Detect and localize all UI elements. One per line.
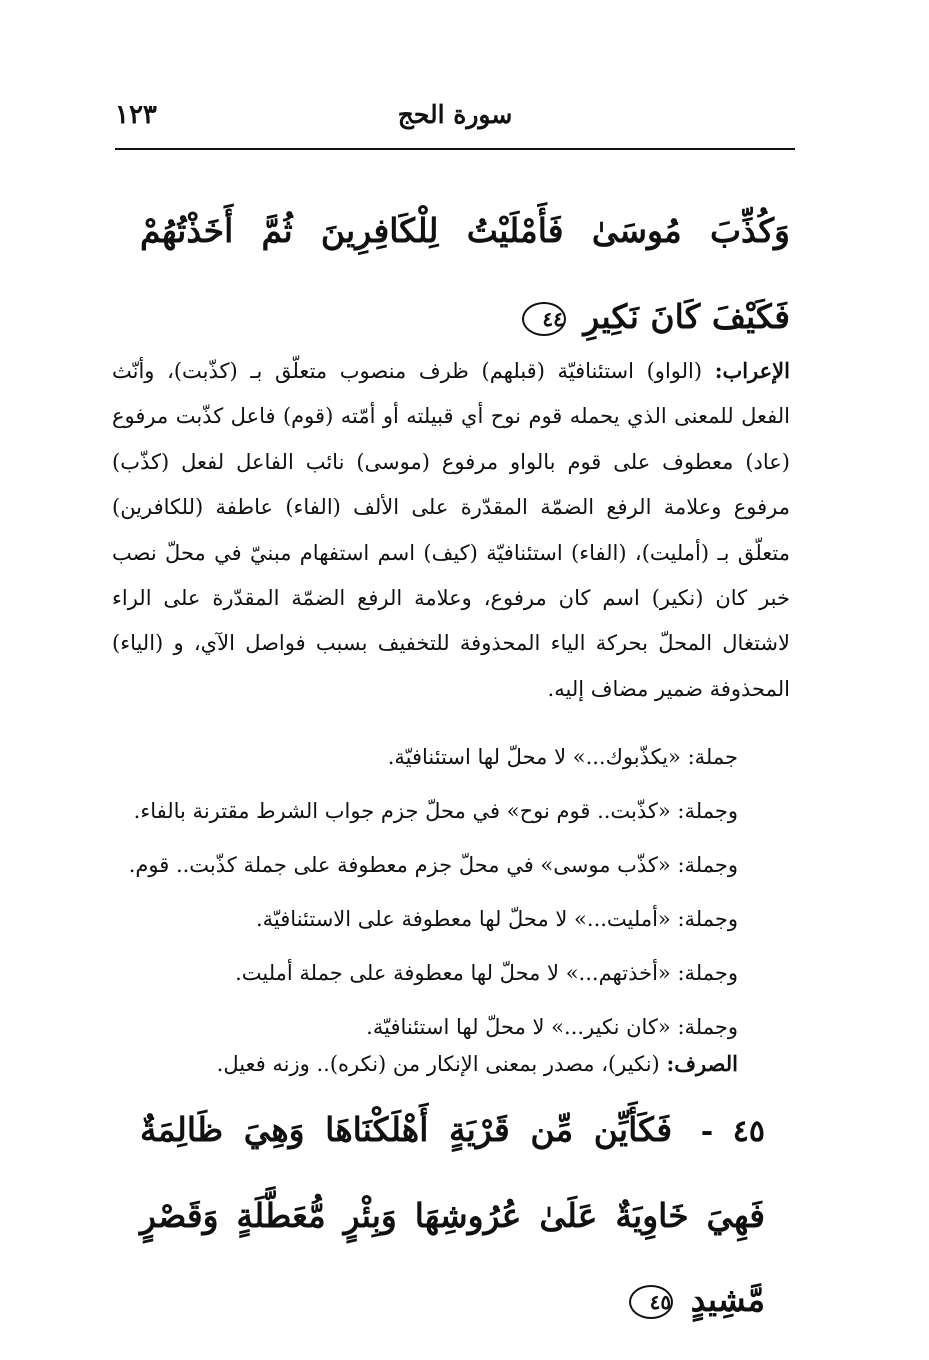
sarf-label: الصرف:: [666, 1051, 738, 1076]
header-divider: [115, 148, 795, 150]
page-header: [115, 98, 795, 142]
verse-number-marker: ٤٤: [522, 302, 566, 336]
quran-verse-45: [140, 1088, 765, 1342]
list-item: وجملة: «كذّب موسى» في محلّ جزم معطوفة على جملة كذّبت.. قوم.: [128, 853, 738, 877]
verse-number-marker: ٤٥: [629, 1285, 673, 1319]
list-item: جملة: «يكذّبوك...» لا محلّ لها استئنافيّة.: [387, 745, 738, 769]
sarf-paragraph: [120, 1042, 738, 1086]
irab-label: الإعراب:: [714, 358, 790, 383]
quran-verse-44: [140, 188, 790, 360]
irab-text: (الواو) استئنافيّة (قبلهم) ظرف منصوب متعلّق بـ (كذّبت)، وأنّث الفعل للمعنى الذي يحمله قوم نوح أي قبيلته أو أمّته (قوم) فاعل كذّبت مرفوع (عاد) معطوف على قوم بالواو مرفوع (موسى) نائب الفاعل لفعل (كذّب) مرفوع وعلامة الرفع الضمّة المقدّرة على الألف (الفاء) عاطفة (للكافرين) متعلّق بـ (أمليت)، (الفاء) استئنافيّة (كيف) اسم استفهام مبنيّ في محلّ نصب خبر كان (نكير) اسم كان مرفوع، وعلامة الرفع الضمّة المقدّرة على الراء لاشتغال المحلّ بحركة الياء المحذوفة للتخفيف بسبب فواصل الآي، و (الياء) المحذوفة ضمير مضاف إليه.: [112, 359, 790, 701]
list-item: وجملة: «أخذتهم...» لا محلّ لها معطوفة على جملة أمليت.: [235, 961, 738, 985]
verse-text: وَكُذِّبَ مُوسَىٰ فَأَمْلَيْتُ لِلْكَافِرِينَ ثُمَّ أَخَذْتُهُمْ فَكَيْفَ كَانَ نَكِيرِ: [140, 211, 790, 336]
list-item: وجملة: «كذّبت.. قوم نوح» في محلّ جزم جواب الشرط مقترنة بالفاء.: [133, 799, 738, 823]
surah-title: سورة الحج: [397, 100, 513, 129]
sentences-list: [120, 730, 738, 1054]
irab-paragraph: [112, 348, 790, 712]
list-item: وجملة: «كان نكير...» لا محلّ لها استئنافيّة.: [366, 1015, 738, 1039]
sarf-text: (نكير)، مصدر بمعنى الإنكار من (نكره).. وزنه فعيل.: [216, 1052, 660, 1076]
verse-label: ٤٥ -: [700, 1114, 765, 1149]
page-number: ١٢٣: [115, 100, 157, 130]
list-item: وجملة: «أمليت...» لا محلّ لها معطوفة على الاستئنافيّة.: [255, 907, 738, 931]
verse-text: فَكَأَيِّن مِّن قَرْيَةٍ أَهْلَكْنَاهَا وَهِيَ ظَالِمَةٌ فَهِيَ خَاوِيَةٌ عَلَىٰ عُرُوشِهَا وَبِئْرٍ مُّعَطَّلَةٍ وَقَصْرٍ مَّشِيدٍ: [140, 1110, 765, 1319]
